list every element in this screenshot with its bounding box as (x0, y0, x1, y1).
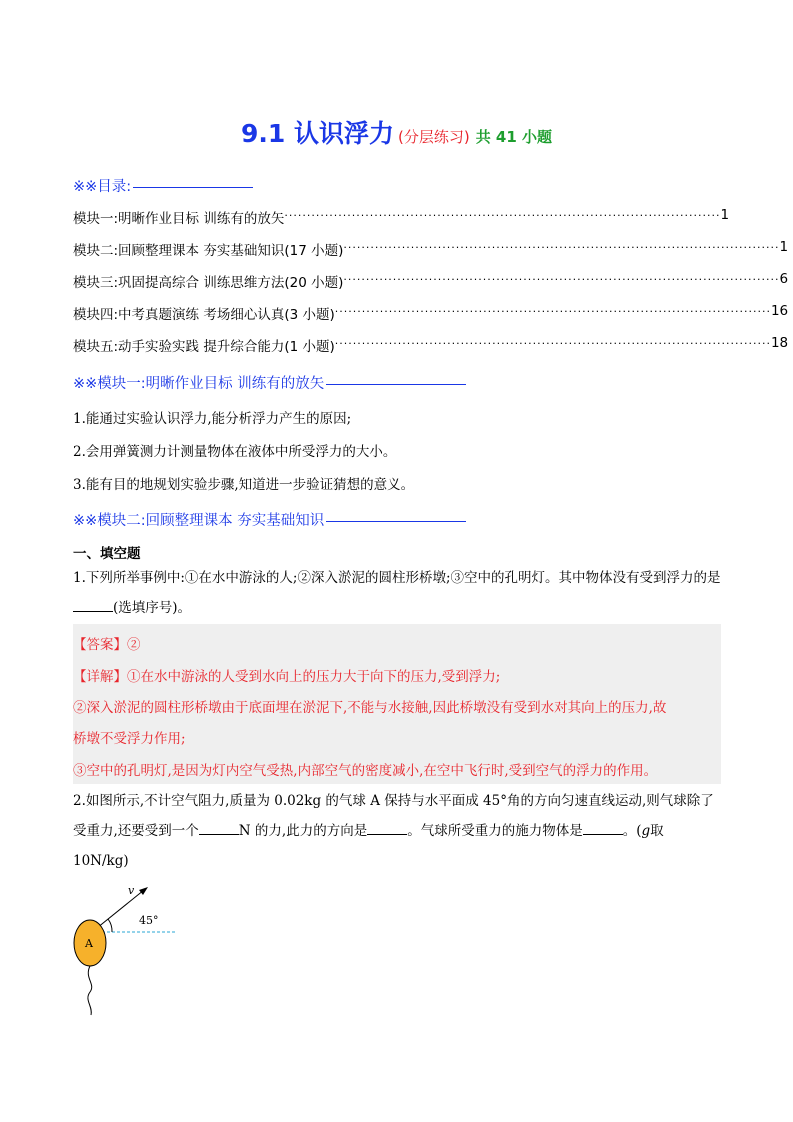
question-2-text: 。气球所受重力的施力物体是 (407, 823, 583, 839)
title-sub: (分层练习) (397, 128, 470, 146)
question-2-text: 2.如图所示,不计空气阻力,质量为 0.02kg 的气球 A 保持与水平面成 45°角的方向匀速直线运动,则气球除了受重力,还要受到一个 (73, 793, 714, 839)
heading-rule (326, 384, 466, 385)
toc-item-label: 模块四:中考真题演练 考场细心认真(3 小题) (73, 307, 335, 323)
balloon-string (88, 966, 92, 1015)
toc-item-label: 模块一:明晰作业目标 训练有的放矢 (73, 211, 285, 227)
toc-leader: ································································································· (334, 305, 771, 318)
answer-detail-3: 桥墩不受浮力作用; (73, 731, 186, 747)
toc-item-label: 模块三:巩固提高综合 训练思维方法(20 小题) (73, 275, 344, 291)
heading-rule (133, 187, 253, 188)
answer-blank[interactable] (367, 820, 407, 835)
module2-heading (73, 509, 466, 530)
question-2 (73, 786, 723, 876)
question-1-hint: (选填序号)。 (113, 600, 192, 616)
toc-item-5[interactable] (73, 335, 789, 355)
title-count: 共 41 小题 (475, 128, 553, 146)
balloon-label: A (85, 937, 93, 950)
toc-leader: ································································································· (334, 337, 771, 350)
toc-item-label: 模块五:动手实验实践 提升综合能力(1 小题) (73, 339, 335, 355)
title-main: 9.1 认识浮力 (240, 119, 394, 148)
module1-heading (73, 372, 466, 393)
answer-detail-1: 【详解】①在水中游泳的人受到水向上的压力大于向下的压力,受到浮力; (73, 669, 501, 685)
answer-label: 【答案】② (73, 637, 141, 653)
question-1-text: 1.下列所举事例中:①在水中游泳的人;②深入淤泥的圆柱形桥墩;③空中的孔明灯。其中物体没有受到浮力的是 (73, 570, 721, 586)
toc-heading-text: ※※目录: (73, 179, 132, 195)
answer-blank[interactable] (583, 820, 623, 835)
toc-leader: ································································································· (343, 241, 780, 254)
toc-item-page: 18 (770, 335, 789, 351)
answer-detail-2: ②深入淤泥的圆柱形桥墩由于底面埋在淤泥下,不能与水接触,因此桥墩没有受到水对其向上的压力,故 (73, 700, 667, 716)
velocity-arrowhead (139, 887, 148, 895)
toc-item-page: 6 (779, 271, 789, 287)
velocity-label: v (128, 884, 135, 897)
goal-3: 3.能有目的地规划实验步骤,知道进一步验证猜想的意义。 (73, 477, 415, 493)
section-fill-blank: 一、填空题 (73, 546, 141, 562)
toc-item-page: 16 (770, 303, 789, 319)
toc-item-page: 1 (720, 207, 730, 223)
page-title (0, 114, 793, 150)
toc-item-1[interactable] (73, 207, 730, 227)
toc-item-3[interactable] (73, 271, 789, 291)
toc-leader: ································································································· (343, 273, 780, 286)
toc-leader: ································································································· (284, 209, 721, 222)
question-2-text: 取 10N/kg) (73, 823, 664, 869)
angle-label: 45° (139, 914, 159, 927)
angle-arc (108, 919, 112, 932)
question-2-text: 。( (622, 823, 642, 839)
goal-2: 2.会用弹簧测力计测量物体在液体中所受浮力的大小。 (73, 444, 397, 460)
toc-item-label: 模块二:回顾整理课本 夯实基础知识(17 小题) (73, 243, 344, 259)
toc-item-4[interactable] (73, 303, 789, 323)
balloon-diagram (62, 880, 192, 1020)
question-2-text: N 的力,此力的方向是 (238, 823, 368, 839)
goal-1: 1.能通过实验认识浮力,能分析浮力产生的原因; (73, 411, 352, 427)
module2-heading-text: ※※模块二:回顾整理课本 夯实基础知识 (73, 513, 325, 529)
toc-heading (73, 175, 253, 196)
heading-rule (326, 521, 466, 522)
answer-detail-4: ③空中的孔明灯,是因为灯内空气受热,内部空气的密度减小,在空中飞行时,受到空气的浮力的作用。 (73, 763, 658, 779)
answer-blank[interactable] (199, 820, 239, 835)
toc-item-page: 1 (779, 239, 789, 255)
question-1 (73, 563, 723, 623)
answer-blank[interactable] (73, 597, 113, 612)
g-symbol: g (641, 823, 651, 839)
module1-heading-text: ※※模块一:明晰作业目标 训练有的放矢 (73, 376, 325, 392)
toc-item-2[interactable] (73, 239, 789, 259)
